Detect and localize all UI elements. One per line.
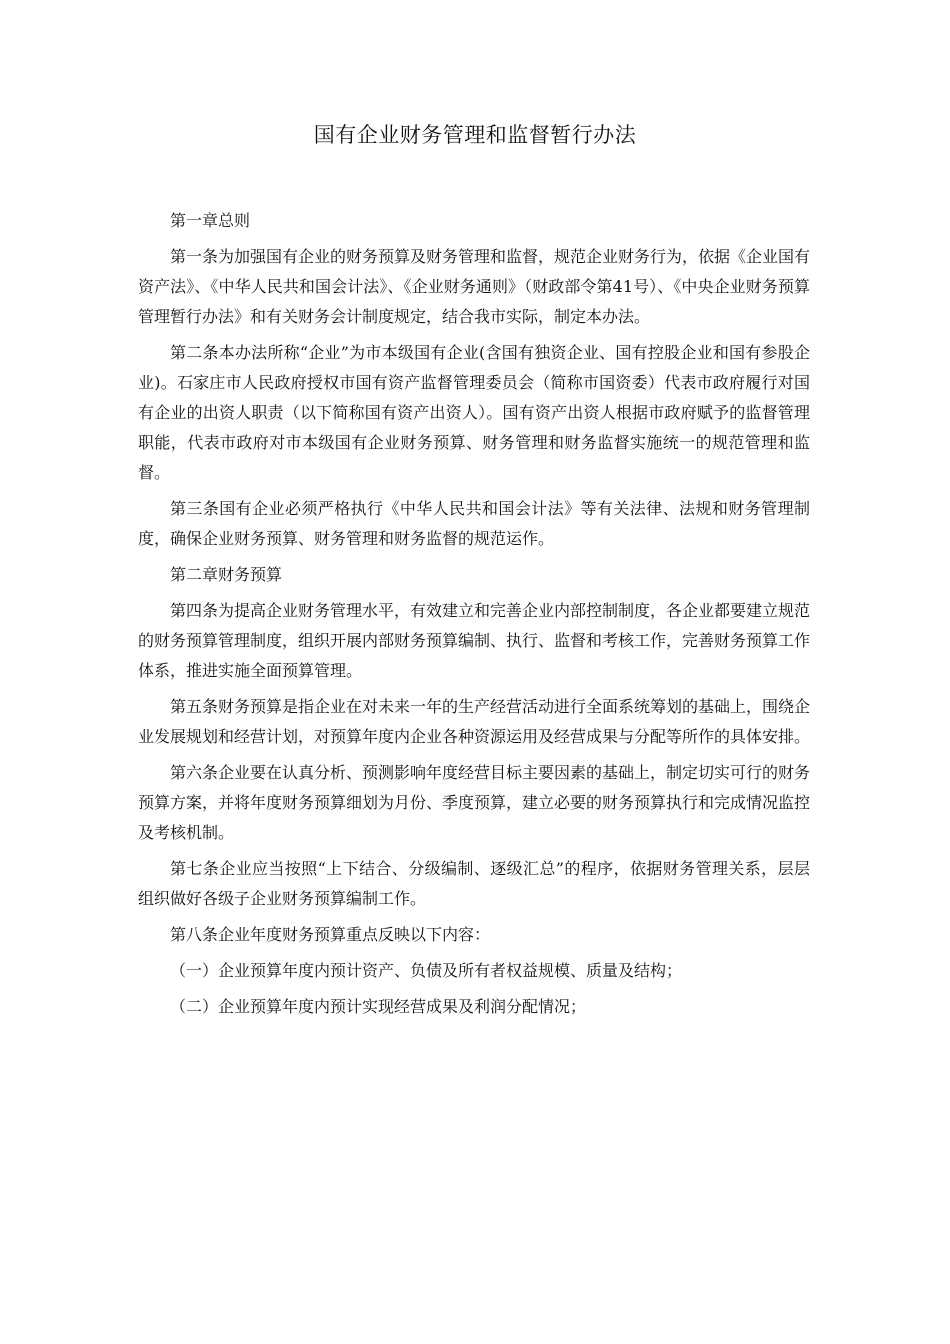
chapter-heading: 第一章总则 — [170, 211, 251, 230]
article-paragraph: 第四条为提高企业财务管理水平，有效建立和完善企业内部控制制度，各企业都要建立规范的财务预算管理制度，组织开展内部财务预算编制、执行、监督和考核工作，完善财务预算工作体系，推进实施全面预算管理。 — [138, 601, 811, 680]
article-paragraph: 第八条企业年度财务预算重点反映以下内容： — [170, 925, 491, 944]
article-paragraph: 第二条本办法所称“企业”为市本级国有企业(含国有独资企业、国有控股企业和国有参股企业)。石家庄市人民政府授权市国有资产监督管理委员会（简称市国资委）代表市政府履行对国有企业的出资人职责（以下简称国有资产出资人）。国有资产出资人根据市政府赋予的监督管理职能，代表市政府对市本级国有企业财务预算、财务管理和财务监督实施统一的规范管理和监督。 — [138, 343, 810, 482]
list-item: （二）企业预算年度内预计实现经营成果及利润分配情况； — [170, 997, 587, 1016]
document-body — [138, 206, 810, 1028]
chapter-heading: 第二章财务预算 — [170, 565, 283, 584]
list-item: （一）企业预算年度内预计资产、负债及所有者权益规模、质量及结构； — [170, 961, 683, 980]
article-paragraph: 第六条企业要在认真分析、预测影响年度经营目标主要因素的基础上，制定切实可行的财务预算方案，并将年度财务预算细划为月份、季度预算，建立必要的财务预算执行和完成情况监控及考核机制。 — [138, 763, 811, 842]
article-paragraph: 第七条企业应当按照“上下结合、分级编制、逐级汇总”的程序，依据财务管理关系，层层组织做好各级子企业财务预算编制工作。 — [138, 859, 810, 908]
article-paragraph: 第三条国有企业必须严格执行《中华人民共和国会计法》等有关法律、法规和财务管理制度，确保企业财务预算、财务管理和财务监督的规范运作。 — [138, 499, 810, 548]
article-paragraph: 第五条财务预算是指企业在对未来一年的生产经营活动进行全面系统筹划的基础上，围绕企业发展规划和经营计划，对预算年度内企业各种资源运用及经营成果与分配等所作的具体安排。 — [138, 697, 811, 746]
article-paragraph: 第一条为加强国有企业的财务预算及财务管理和监督，规范企业财务行为，依据《企业国有资产法》、《中华人民共和国会计法》、《企业财务通则》（财政部令第41号）、《中央企业财务预算管理暂行办法》和有关财务会计制度规定，结合我市实际，制定本办法。 — [138, 247, 811, 326]
document-title: 国有企业财务管理和监督暂行办法 — [313, 123, 637, 147]
